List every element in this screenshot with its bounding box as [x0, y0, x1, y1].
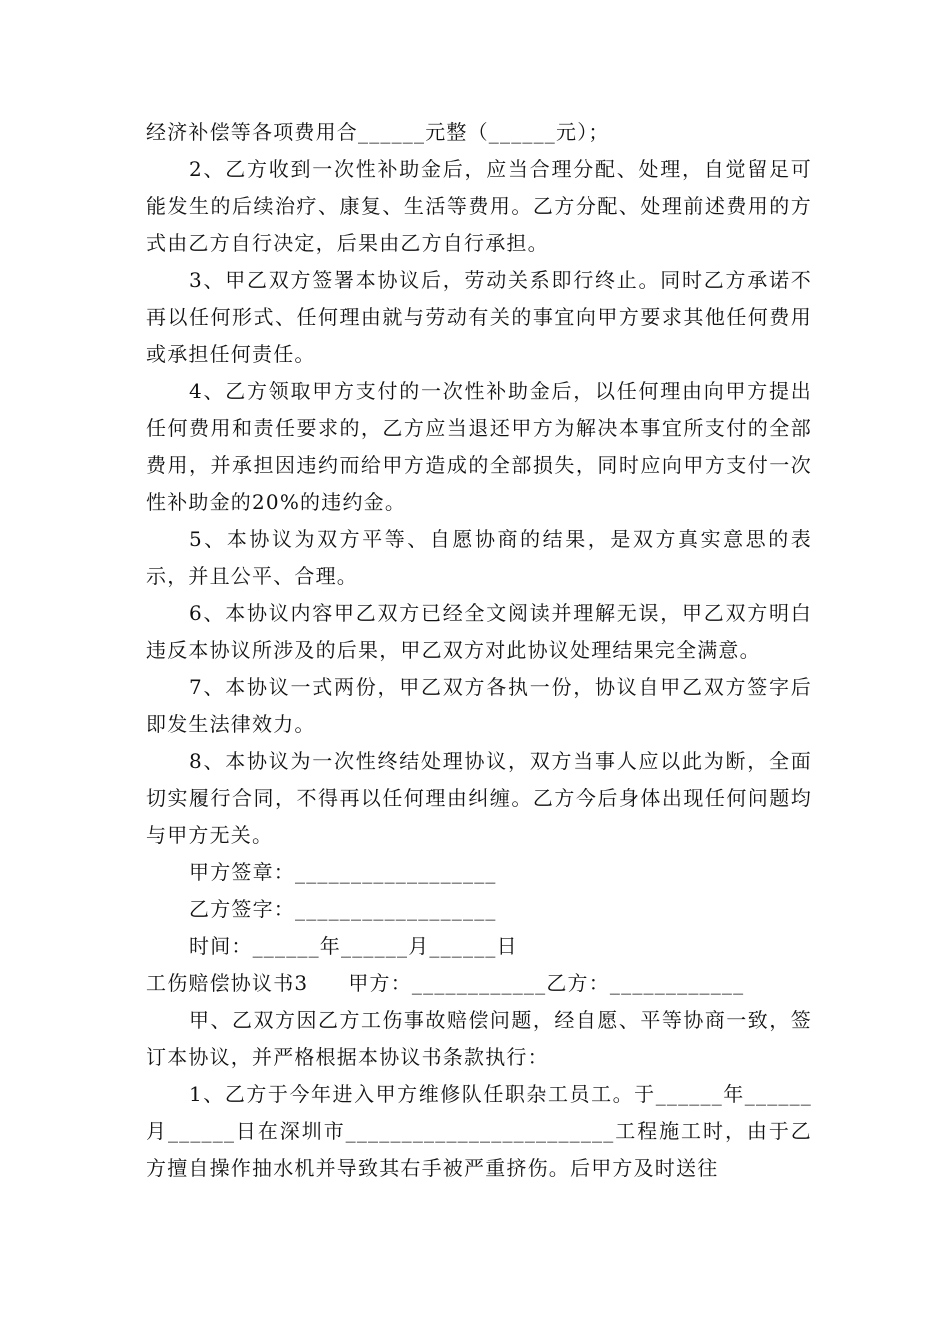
- section-title: 工伤赔偿协议书3: [146, 971, 309, 995]
- document-body: [146, 114, 812, 1187]
- signature-party-a: 甲方签章：__________________: [189, 860, 497, 884]
- signature-party-b: 乙方签字：__________________: [189, 897, 497, 921]
- paragraph-clause-7: 7、本协议一式两份，甲乙双方各执一份，协议自甲乙双方签字后即发生法律效力。: [146, 675, 812, 736]
- paragraph-intro: 甲、乙双方因乙方工伤事故赔偿问题，经自愿、平等协商一致，签订本协议，并严格根据本协议书条款执行：: [146, 1008, 812, 1069]
- paragraph-clause-8: 8、本协议为一次性终结处理协议，双方当事人应以此为断，全面切实履行合同，不得再以任何理由纠缠。乙方今后身体出现任何问题均与甲方无关。: [146, 749, 812, 847]
- paragraph-new-clause-1: 1、乙方于今年进入甲方维修队任职杂工员工。于______年______月______日在深圳市________________________工程施工时，由于乙方擅自操作抽水机并导致其右手被严重挤伤。后甲方及时送往: [146, 1082, 812, 1180]
- paragraph-clause-3: 3、甲乙双方签署本协议后，劳动关系即行终止。同时乙方承诺不再以任何形式、任何理由就与劳动有关的事宜向甲方要求其他任何费用或承担任何责任。: [146, 268, 812, 366]
- section-heading-line: [146, 965, 812, 1002]
- section-party-a: 甲方：____________: [348, 971, 547, 995]
- paragraph-clause-5: 5、本协议为双方平等、自愿协商的结果，是双方真实意思的表示，并且公平、合理。: [146, 527, 812, 588]
- paragraph-clause-4: 4、乙方领取甲方支付的一次性补助金后，以任何理由向甲方提出任何费用和责任要求的，乙方应当退还甲方为解决本事宜所支付的全部费用，并承担因违约而给甲方造成的全部损失，同时应向甲方支付一次性补助金的20%的违约金。: [146, 379, 812, 514]
- paragraph-compensation-total: 经济补偿等各项费用合______元整（______元）；: [146, 120, 610, 144]
- signature-date: 时间：______年______月______日: [189, 934, 518, 958]
- paragraph-clause-6: 6、本协议内容甲乙双方已经全文阅读并理解无误，甲乙双方明白违反本协议所涉及的后果，甲乙双方对此协议处理结果完全满意。: [146, 601, 812, 662]
- paragraph-clause-2: 2、乙方收到一次性补助金后，应当合理分配、处理，自觉留足可能发生的后续治疗、康复、生活等费用。乙方分配、处理前述费用的方式由乙方自行决定，后果由乙方自行承担。: [146, 157, 812, 255]
- section-party-b: 乙方：____________: [546, 971, 745, 995]
